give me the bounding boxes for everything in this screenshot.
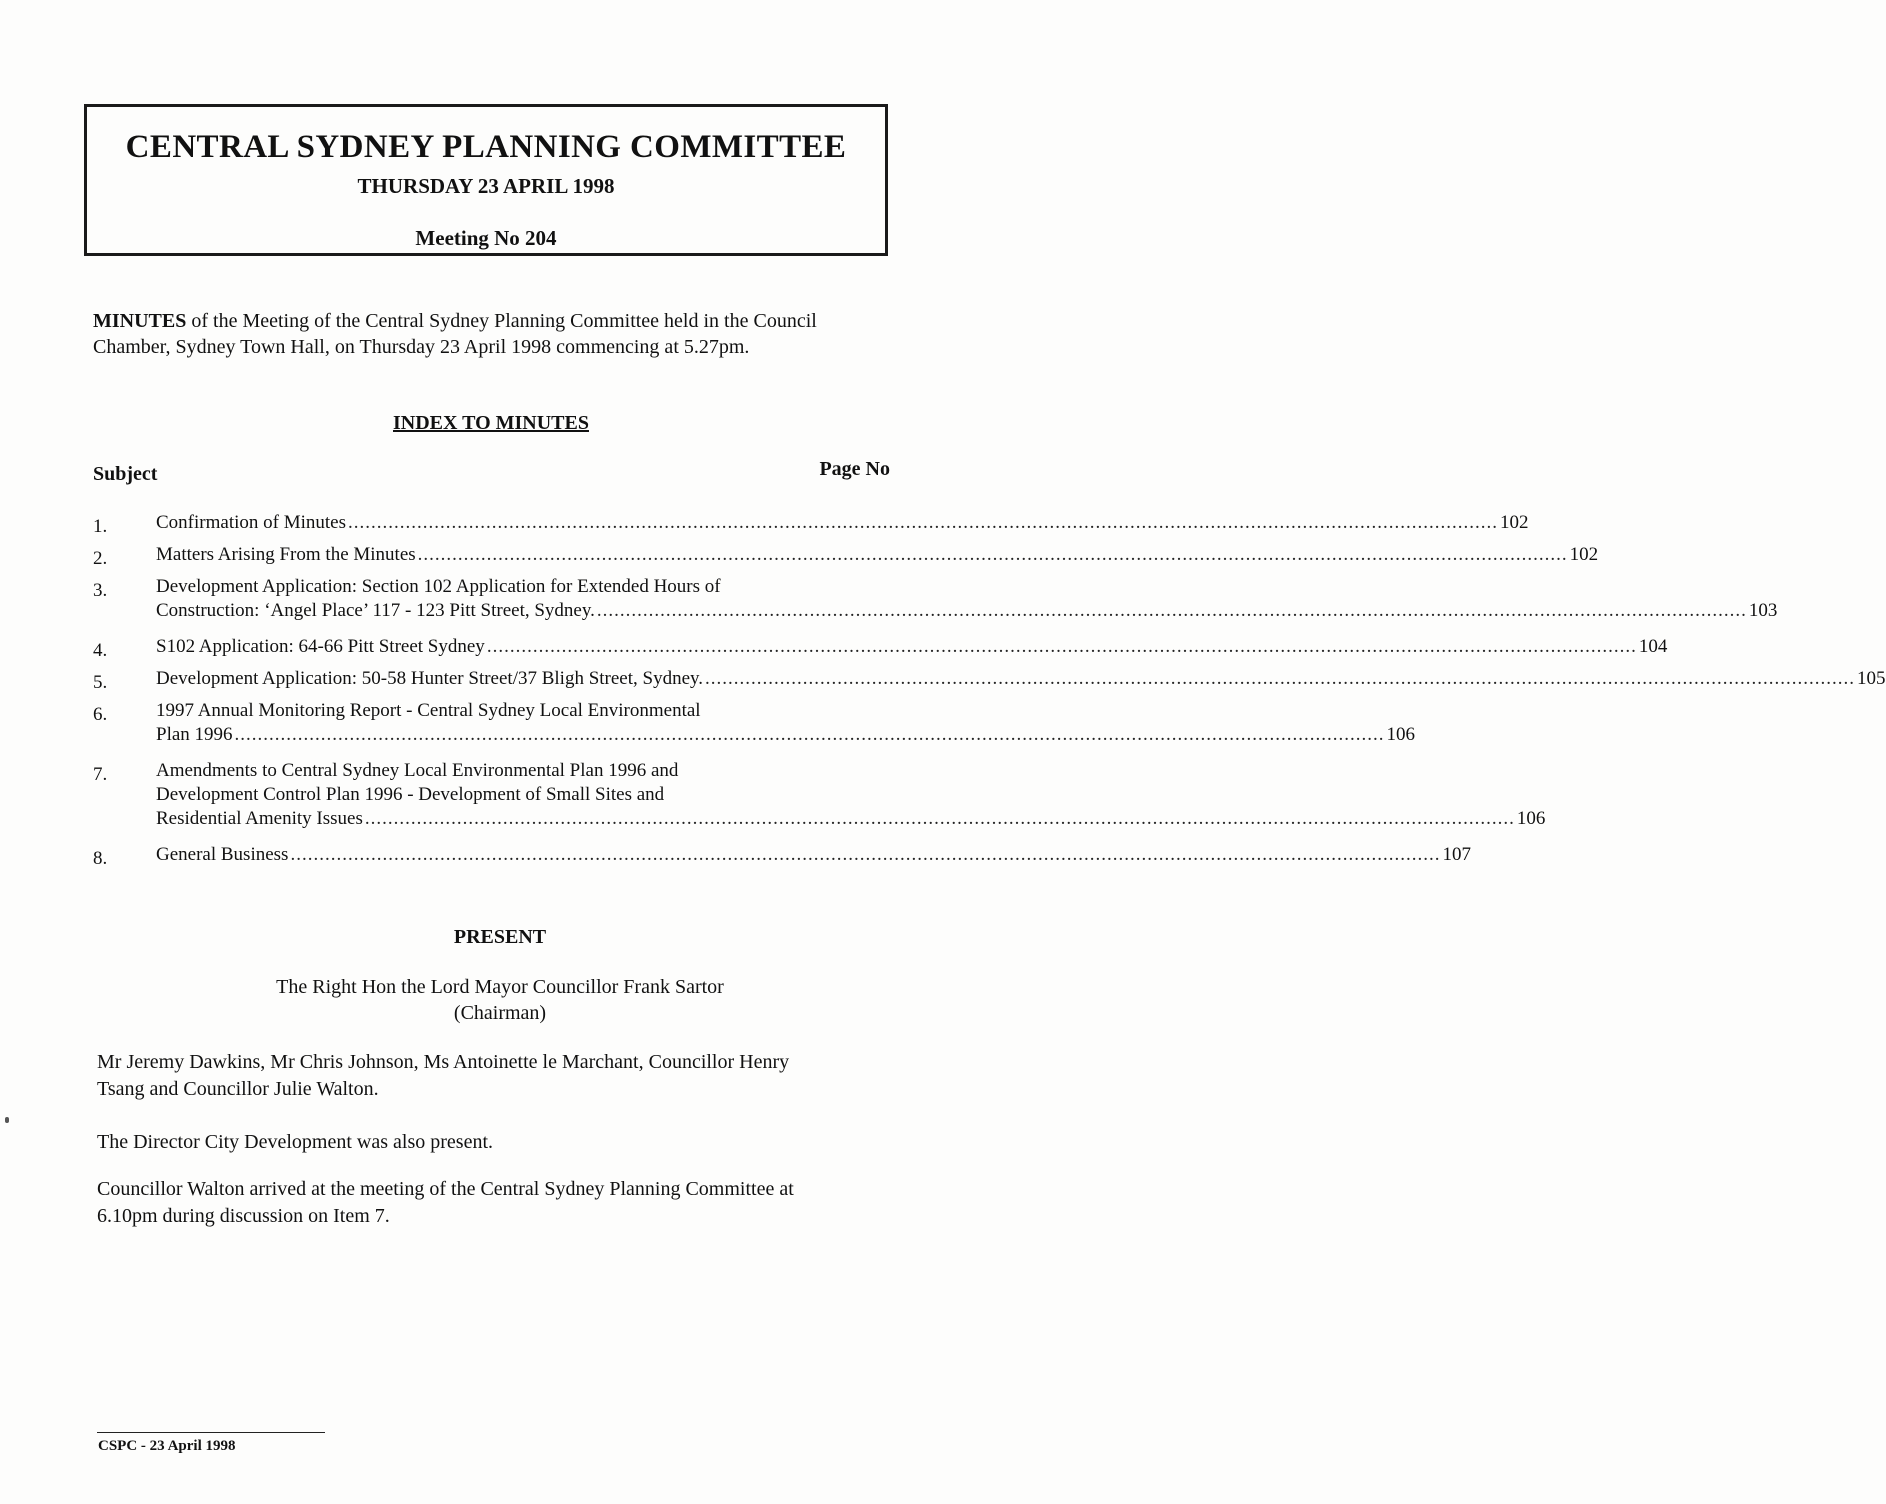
director-paragraph [97,1129,897,1156]
chairman-role: (Chairman) [453,1002,547,1024]
index-item-body [156,511,1529,535]
present-heading: PRESENT [453,926,547,948]
index-item-line [156,543,1599,567]
footer-text: CSPC - 23 April 1998 [98,1438,236,1454]
index-item-body [156,699,1416,747]
chairman-block [0,974,1000,1026]
index-item-number: 1. [93,516,108,537]
index-item-line [156,667,1886,691]
index-item-page: 107 [1442,844,1471,865]
index-item-page: 106 [1386,724,1416,745]
director-line: The Director City Development was also present. [97,1131,493,1153]
index-item-number: 6. [93,704,108,725]
index-leader-dots: ........................................................................................................................................................................................................ [705,668,1856,689]
index-item-line [156,807,1546,831]
index-leader-dots: ........................................................................................................................................................................................................ [234,724,1385,745]
header-box [84,104,888,256]
intro-line-1 [93,308,893,334]
index-item-text: Plan 1996 [156,724,233,745]
index-item-body [156,667,1886,691]
index-leader-dots: ........................................................................................................................................................................................................ [347,512,1498,533]
members-line-1: Mr Jeremy Dawkins, Mr Chris Johnson, Ms Antoinette le Marchant, Councillor Henry [97,1051,790,1073]
arrival-paragraph [97,1176,897,1230]
page-column-header: Page No [819,458,890,480]
index-item-line [156,723,1416,747]
index-item-text: Development Application: Section 102 Application for Extended Hours of [156,576,721,597]
index-item-text: Development Control Plan 1996 - Development of Small Sites and [156,784,665,805]
footer-rule [97,1432,325,1433]
index-item-text: Construction: ‘Angel Place’ 117 - 123 Pitt Street, Sydney. [156,600,595,621]
index-item-text: 1997 Annual Monitoring Report - Central Sydney Local Environmental [156,700,701,721]
intro-line-2: Chamber, Sydney Town Hall, on Thursday 23 April 1998 commencing at 5.27pm. [93,336,750,358]
index-item-page: 106 [1516,808,1546,829]
index-item-number: 7. [93,764,108,785]
index-item-line [156,511,1529,535]
index-item-number: 2. [93,548,108,569]
index-item-body [156,575,1778,623]
index-item-page: 105 [1857,668,1886,689]
index-leader-dots: ........................................................................................................................................................................................................ [596,600,1747,621]
index-item-line [156,699,856,723]
meeting-number: Meeting No 204 [415,226,557,250]
index-item-text: General Business [156,844,289,865]
arrival-line-2: 6.10pm during discussion on Item 7. [97,1205,390,1227]
index-leader-dots: ........................................................................................................................................................................................................ [364,808,1515,829]
index-item-text: Matters Arising From the Minutes [156,544,416,565]
index-item-line [156,783,856,807]
index-item-number: 4. [93,640,108,661]
chairman-name: The Right Hon the Lord Mayor Councillor Frank Sartor [276,976,724,998]
members-line-2: Tsang and Councillor Julie Walton. [97,1078,379,1100]
index-leader-dots: ........................................................................................................................................................................................................ [417,544,1568,565]
index-item-text: Amendments to Central Sydney Local Environmental Plan 1996 and [156,760,679,781]
intro-lead: MINUTES [93,310,187,332]
index-item-body [156,635,1668,659]
intro-paragraph [93,308,893,360]
scan-speck [5,1117,9,1123]
index-item-line [156,599,1778,623]
index-item-body [156,759,1546,831]
index-item-body [156,843,1471,867]
index-item-text: Confirmation of Minutes [156,512,346,533]
index-item-line [156,843,1471,867]
index-item-text: Residential Amenity Issues [156,808,363,829]
index-item-line [156,635,1668,659]
index-heading-text: INDEX TO MINUTES [393,412,589,434]
index-heading [0,412,1000,435]
arrival-line-1: Councillor Walton arrived at the meeting of the Central Sydney Planning Committee at [97,1178,794,1200]
index-item-number: 5. [93,672,108,693]
index-item-number: 8. [93,848,108,869]
members-paragraph [97,1049,897,1103]
index-item-line [156,575,856,599]
meeting-date: THURSDAY 23 APRIL 1998 [357,174,615,198]
index-leader-dots: ........................................................................................................................................................................................................ [290,844,1441,865]
index-leader-dots: ........................................................................................................................................................................................................ [486,636,1637,657]
index-item-body [156,543,1599,567]
index-item-text: Development Application: 50-58 Hunter Street/37 Bligh Street, Sydney. [156,668,704,689]
index-item-text: S102 Application: 64-66 Pitt Street Sydney [156,636,485,657]
intro-line-1-rest: of the Meeting of the Central Sydney Planning Committee held in the Council [186,310,817,332]
committee-title: CENTRAL SYDNEY PLANNING COMMITTEE [125,129,847,165]
index-item-page: 104 [1638,636,1668,657]
subject-column-header: Subject [93,463,158,485]
index-item-line [156,759,856,783]
index-item-page: 102 [1569,544,1599,565]
index-item-number: 3. [93,580,108,601]
index-item-page: 102 [1499,512,1529,533]
index-item-page: 103 [1748,600,1778,621]
